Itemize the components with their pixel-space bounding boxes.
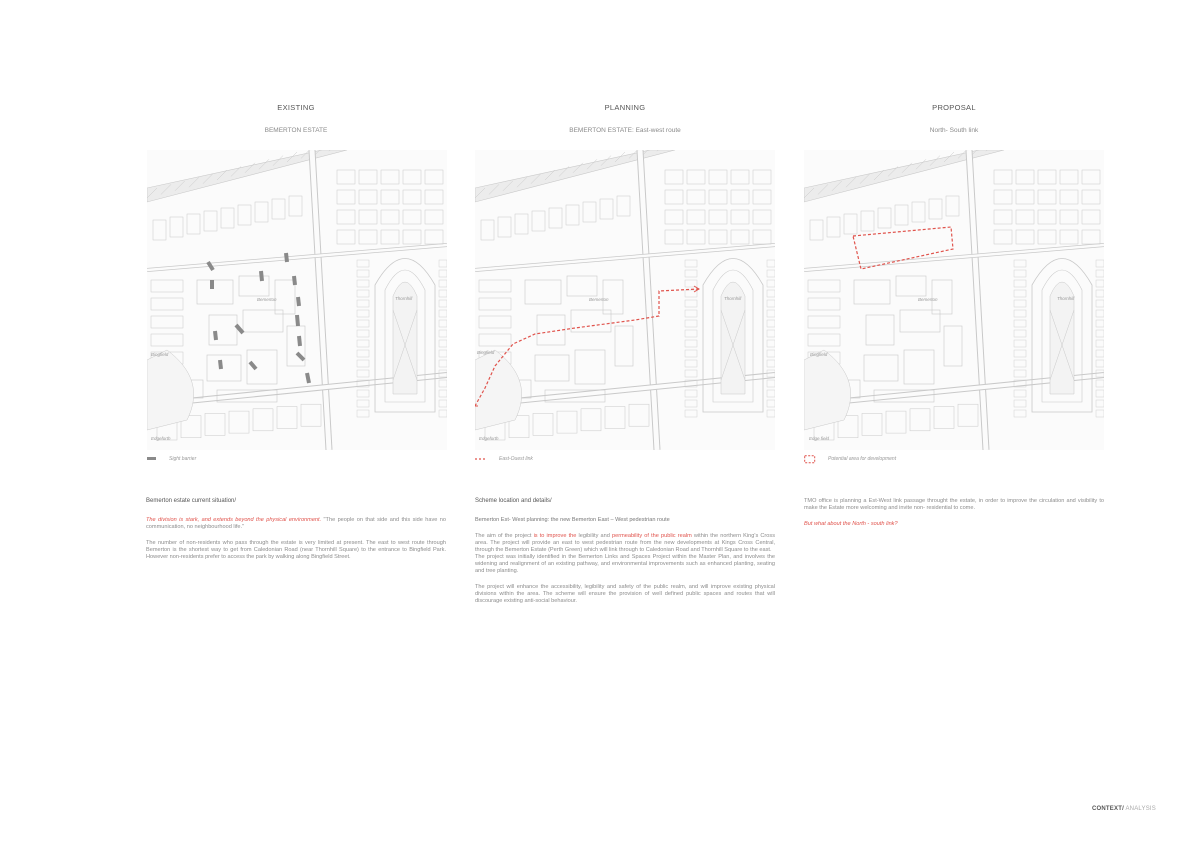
- footer-subsection: ANALYSIS: [1123, 806, 1156, 812]
- map-label: Bemerton: [257, 297, 277, 302]
- paragraph: The number of non-residents who pass through the estate is very limited at present. The east to west route through Bemerton is the shortest way to get from Caledonian Road (near Thornhill Square) to the entrance to Bingfield Park. However non-residents prefer to access the park by walking along Bingfield Street.: [146, 540, 446, 560]
- sight-barrier-mark: [294, 276, 295, 285]
- page-footer: [1092, 806, 1156, 812]
- paragraph: [146, 517, 446, 531]
- development-area-outline: [853, 227, 953, 269]
- proposal-heading: PROPOSAL: [932, 103, 976, 112]
- planning-subheading: BEMERTON ESTATE: East-west route: [569, 127, 681, 134]
- sight-barrier-mark: [261, 271, 262, 281]
- map-label: Thornhill: [1057, 296, 1075, 301]
- proposal-text: [804, 498, 1104, 537]
- map-label: Bingfield: [151, 352, 169, 357]
- east-west-route-line: [475, 289, 699, 406]
- map-label: Bemerton: [589, 297, 609, 302]
- paragraph: The project will enhance the accessibility, legibility and safety of the public realm, and will improve existing physical divisions within the area. The scheme will ensure the provision of well defined public spaces and routes that will discourage existing anti-social behaviour.: [475, 584, 775, 604]
- section-title: Scheme location and details/: [475, 498, 552, 504]
- existing-legend: [147, 454, 196, 464]
- map-label: Bingfield: [477, 350, 495, 355]
- paragraph: [475, 533, 775, 575]
- proposal-map: [804, 150, 1104, 450]
- sight-barrier-mark: [297, 315, 298, 326]
- sight-barrier-mark: [250, 362, 256, 369]
- map-label: Edgeforth: [151, 436, 171, 441]
- sight-barrier-mark: [208, 262, 213, 270]
- map-label: Thornhill: [395, 296, 413, 301]
- sight-barrier-mark: [236, 325, 243, 333]
- section-title: Bemerton estate current situation/: [146, 498, 237, 504]
- existing-heading: EXISTING: [277, 103, 315, 112]
- sight-barrier-mark: [297, 353, 304, 360]
- proposal-subheading: North- South link: [929, 127, 979, 134]
- body-text: The aim of the project: [475, 533, 534, 539]
- existing-text: [146, 498, 446, 570]
- sight-barrier-mark: [298, 297, 299, 306]
- legend-label: East-Ouest link: [499, 456, 533, 462]
- planning-map: [475, 150, 775, 450]
- legend-label: Sight barrier: [169, 456, 197, 462]
- sight-barrier-mark: [220, 360, 221, 369]
- footer-section: CONTEXT/: [1092, 806, 1124, 812]
- body-text: legibility and: [576, 533, 612, 539]
- sight-barrier-mark: [307, 373, 309, 383]
- body-text: "The people on that side and this side have no communication, no neighbourhood life.": [146, 517, 446, 530]
- sight-barrier-swatch: [147, 456, 157, 462]
- map-label: Bingfield: [810, 352, 828, 357]
- planning-heading: PLANNING: [604, 103, 646, 112]
- body-text: The project was initially identified in the Bemerton Links and Spaces Project within the Master Plan, and involves the widening and realignment of an existing pathway, and environmental improvements such as enhanced planting, seating and tree planting.: [475, 554, 775, 574]
- development-area-swatch: [804, 455, 816, 464]
- section-subtitle: Bemerton Est- West planning: the new Bemerton East – West pedestrian route: [475, 517, 670, 523]
- legend-label: Potential area for development: [828, 456, 897, 462]
- highlight-text: is to improve the: [533, 533, 577, 539]
- existing-subheading: BEMERTON ESTATE: [264, 127, 328, 134]
- map-label: Thornhill: [724, 296, 742, 301]
- sight-barrier-mark: [286, 253, 287, 262]
- east-west-link-swatch: [475, 456, 487, 462]
- highlight-text: permeability of the public realm: [611, 533, 692, 539]
- map-label: Edgeforth: [479, 436, 499, 441]
- existing-map: [147, 150, 447, 450]
- planning-legend: [475, 454, 533, 464]
- map-label: Edge field: [809, 436, 830, 441]
- sight-barrier-mark: [215, 331, 216, 340]
- highlight-question: But what about the North - south link?: [804, 521, 898, 527]
- sight-barrier-mark: [299, 336, 300, 346]
- highlight-text: The division is stark, and extends beyond the physical environment.: [146, 517, 322, 523]
- map-label: Bemerton: [918, 297, 938, 302]
- body-text: within the northern King's Cross area. The project will provide an east to west pedestrian route from the new developments at Kings Cross Central, through the Bemerton Estate (Perth Green) which will link through to Caledonian Road and Thornhill Square to the east.: [475, 533, 775, 553]
- planning-text: [475, 498, 775, 614]
- paragraph: TMO office is planning a Est-West link passage throught the estate, in order to improve the circulation and visibility to make the Estate more welcoming and invite non- residential to come.: [804, 498, 1104, 511]
- proposal-legend: [804, 454, 896, 464]
